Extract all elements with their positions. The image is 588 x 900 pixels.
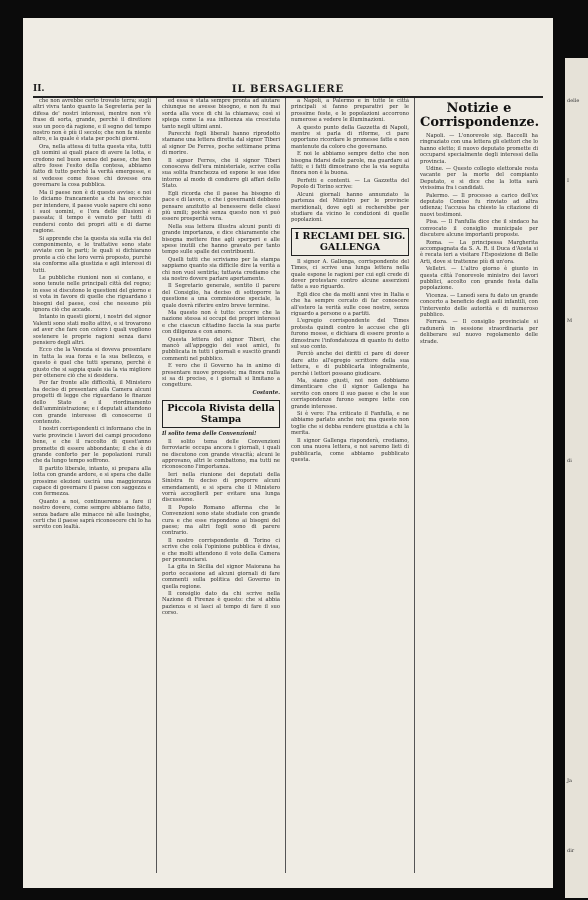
paragraph: a Napoli, a Palermo e in tutte le città principali si fanno preparativi per le prossime feste, e le popolazioni accorrono numerose a vedere le illuminazioni. [291, 98, 409, 124]
strip-word: I [567, 178, 569, 184]
paragraph: Quelli tutti che scriviamo per la stampa sappiamo quanto sia difficile dire la verità a chi non vuol sentirla; tuttavia crediamo che sia nostro dovere parlare apertamente. [162, 256, 280, 282]
paragraph: E noi le abbiamo sempre detto che non bisogna fidarsi delle parole, ma guardare ai fatti; e i fatti dimostrano che la via seguita finora non è la buona. [291, 151, 409, 177]
paragraph: Udine. — Questo collegio elettorale resta vacante per la morte del compianto Deputato, e si dice che la lotta sarà vivissima fra i candidati. [420, 166, 538, 192]
column-2-body [162, 98, 280, 389]
column-divider [285, 98, 286, 873]
paragraph: Il Segretario generale, sentito il parere del Consiglio, ha deciso di sottoporre la questione a una commissione speciale, la quale dovrà riferire entro breve termine. [162, 283, 280, 309]
section-title-rivista: Piccola Rivista della Stampa [162, 400, 280, 428]
paragraph: Egli dice che da molti anni vive in Italia e che ha sempre cercato di far conoscere all'estero la verità sulle cose nostre, senza riguardo a persone o a partiti. [291, 291, 409, 317]
paragraph: Il consiglio dato da chi scrive nella Nazione di Firenze è questo: che si abbia pazienza e si lasci al tempo di fare il suo corso. [162, 591, 280, 617]
paragraph: Ora, nella attesa di tutta questa vita, tutti gli uomini ai quali piace di avere la lotta, e credono nel buon senso del paese, che ben altro fosse l'esito della contesa, abbiamo fatto di tutto perchè la verità emergesse, e si vedesse come fosse chi dovesse ora governare la cosa pubblica. [33, 143, 151, 189]
paragraph: Questa lettera del signor Tiberi, che mancò all'appoggio dei suoi amici, fu pubblicata in tutti i giornali e suscitò grandi commenti nel pubblico. [162, 336, 280, 362]
paragraph: Il solito tema delle Convenzioni ferroviarie occupa ancora i giornali, i quali ne discutono con grande vivacità; alcuni le approvano, altri le combattono, ma tutti ne riconoscono l'importanza. [162, 438, 280, 471]
paragraph: Roma. — La principessa Margherita accompagnata da S. A. R. il Duca d'Aosta si è recata ieri a visitare l'Esposizione di Belle Arti, dove si trattenne più di un'ora. [420, 239, 538, 265]
paragraph: Il Popolo Romano afferma che le Convenzioni sono state studiate con grande cura e che esse rispondono ai bisogni del paese; ma altri fogli sono di parere contrario. [162, 504, 280, 537]
paragraph: Il signor Gallenga risponderà, crediamo, con una nuova lettera, e noi saremo lieti di pubblicarla, come abbiamo pubblicato questa. [291, 437, 409, 463]
paragraph: Le pubbliche riunioni non si contano, e sono tenute nelle principali città del regno; in esse si discutono le questioni del giorno e si vota in favore di quelle che riguardano i bisogni del paese, così che nessuno più ignora ciò che accade. [33, 274, 151, 313]
paragraph: Velletri. — L'altro giorno è giunto in questa città l'onorevole ministro dei lavori pubblici, accolto con grande festa dalla popolazione. [420, 266, 538, 292]
paragraph: Ferrara. — Il consiglio provinciale si radunerà in sessione straordinaria per deliberare sul nuovo regolamento delle strade. [420, 319, 538, 345]
paragraph: Intanto in questi giorni, i nostri del signor Valenti sono stati molto attivi, e si trovarono ad aver che fare con coloro i quali vogliono sostenere le proprie ragioni senza darsi pensiero degli altri. [33, 314, 151, 347]
page-number: II. [33, 84, 45, 94]
newspaper-page [23, 18, 553, 888]
paragraph: A questo punto della Gazzetta di Napoli, mentre si parla di riforme, ci pare opportuno ricordare le promesse fatte e non mantenute da coloro che governano. [291, 124, 409, 150]
paragraph: Ma il paese non è di questo avviso; e noi lo diciamo francamente a chi ha orecchie per intendere, il paese vuole sapere chi sono i suoi uomini, e l'ora delle illusioni è passata; il tempo è venuto per tutti di rendersi conto dei propri atti e di darne ragione. [33, 189, 152, 235]
signature: Costante. [252, 389, 280, 396]
column-4 [420, 98, 538, 346]
paragraph: Vicenza. — Lunedì sera fu dato un grande concerto a beneficio degli asili infantili, con l'intervento delle autorità e di numeroso pubblico. [420, 292, 538, 318]
column-3-gallenga-body [291, 259, 409, 464]
paragraph: I nostri corrispondenti ci informano che in varie provincie i lavori dei campi procedono bene, e che il raccolto di quest'anno promette di essere abbondante; il che è di grande conforto per le popolazioni rurali che da lungo tempo soffrono. [33, 426, 151, 465]
paragraph: Palermo. — Il processo a carico dell'ex deputato Comiso fu rinviato ad altra udienza; l'accusa ha chiesto la citazione di nuovi testimoni. [420, 192, 538, 218]
paragraph: Si apprende che la questa sia sulla via del componimento, e le trattative sono state avviate con le parti; le quali si dichiarano pronte a ciò che loro verrà proposto, purchè sia conforme alla giustizia e agli interessi di tutti. [33, 235, 151, 274]
paragraph: Quanto a noi, continueremo a fare il nostro dovere, come sempre abbiamo fatto, senza badare alle minacce nè alle lusinghe, certi che il paese saprà riconoscere chi lo ha servito con lealtà. [33, 498, 151, 531]
section-title-notizie: Notizie e Corrispondenze. [420, 101, 540, 130]
column-3 [291, 98, 409, 464]
paragraph: Pisa. — Il Fanfulla dice che il sindaco ha convocato il consiglio municipale per discutere alcune importanti proposte. [420, 219, 538, 239]
paragraph: E vero che il Governo ha in animo di presentare nuove proposte; ma finora nulla si sa di preciso, e i giornali si limitano a congetture. [162, 363, 280, 389]
paragraph: Ecco che la Venezia si doveva presentare in tutta la sua forza e la sua bellezza, e questo è quel che tutti sperano, perchè è giusto che si sappia quale sia la via migliore per ottenere ciò che si desidera. [33, 347, 151, 380]
paragraph: che non avrebbe certo trovato terra; sugli altri vivra tanto quanto la Segreteria per la difesa de' nostri interessi, mentre non v'è frase di sorta, grande, perchè il direttore suo un poco dà ragione, e il segno del tempo nostro non è più il secolo; che non fa niente altro, e la quale è stata per pochi giorni. [33, 98, 151, 143]
strip-word: Ja [567, 778, 572, 784]
paragraph: Nella sua lettera illustra alcuni punti di grande importanza, e dice chiaramente che bisogna mettere fine agli sperperi e alle spese inutili che hanno gravato per tanto tempo sulle spalle dei contribuenti. [162, 223, 280, 256]
paragraph: Ieri nella riunione dei deputati della Sinistra fu deciso di proporre alcuni emendamenti, e si spera che il Ministero vorrà accoglierli per evitare una lunga discussione. [162, 471, 280, 504]
paragraph: La gita in Sicilia del signor Maiorana ha porto occasione ad alcuni giornali di fare commenti sulla politica del Governo in quella regione. [162, 564, 280, 590]
paragraph: Parecchi fogli liberali hanno riprodotto stamane una lettera diretta dal signor Tiberi al signor De Ferres, poche settimane prima di morire. [162, 131, 280, 157]
column-4-body [420, 133, 538, 345]
strip-word: delle [567, 98, 580, 104]
section-title-gallenga: I RECLAMI DEL SIG. GALLENGA [291, 228, 409, 256]
column-3-body [291, 98, 409, 224]
paragraph: Ma, siamo giusti, noi non dobbiamo dimenticare che il signor Gallenga ha servito con onore il suo paese e che le sue corrispondenze furono sempre lette con grande interesse. [291, 378, 409, 410]
paragraph: Il nostro corrispondente di Torino ci scrive che colà l'opinione pubblica è divisa, e che molti attendono il voto della Camera per pronunciarsi. [162, 537, 280, 563]
paragraph: Napoli. — L'onorevole sig. Baccelli ha ringraziato con una lettera gli elettori che lo hanno eletto; il nuovo deputato promette di occuparsi specialmente degli interessi della provincia. [420, 133, 538, 165]
paragraph: L'egregio corrispondente del Times protesta quindi contro le accuse che gli furono mosse, e dichiara di essere pronto a dimostrare l'infondatezza di quanto fu detto sul suo conto. [291, 318, 409, 350]
column-1-body [33, 98, 151, 531]
column-divider [414, 98, 415, 873]
paragraph: Perciò anche dei diritti ci pare di dover dare atto all'egregio scrittore della sua lettera, e di pubblicarla integralmente, perchè i lettori possano giudicare. [291, 351, 409, 377]
strip-word: dir [567, 848, 575, 854]
paragraph: Il signor A. Gallenga, corrispondente del Times, ci scrive una lunga lettera nella quale espone le ragioni per cui egli crede di dover protestare contro alcune asserzioni fatte a suo riguardo. [291, 258, 409, 291]
paragraph: Alcuni giornali hanno annunziato la partenza del Ministro per le provincie meridionali, dove egli si recherebbe per studiare da vicino le condizioni di quelle popolazioni. [291, 191, 409, 224]
strip-word: M [567, 318, 573, 324]
paragraph: Egli ricorda che il paese ha bisogno di pace e di lavoro, e che i governanti debbono pensare anzitutto al benessere delle classi più umili; poichè senza questo non vi può essere prosperità vera. [162, 190, 280, 223]
paragraph: Il partito liberale, intanto, si prepara alla lotta con grande ardore, e si spera che dalle prossime elezioni uscirà una maggioranza capace di governare il paese con saggezza e con fermezza. [33, 465, 151, 498]
column-divider [156, 98, 157, 873]
paragraph: Per far fronte alle difficoltà, il Ministero ha deciso di presentare alla Camera alcuni progetti di legge che riguardano le finanze dello Stato e il riordinamento dell'amministrazione; e i deputati attendono con grande interesse di conoscerne il contenuto. [33, 380, 151, 425]
subhead-convenzioni: Il solito tema delle Convenzioni! [162, 431, 257, 438]
column-1 [33, 98, 151, 532]
masthead: IL BERSAGLIERE [231, 84, 345, 95]
strip-word: di [567, 458, 572, 464]
paragraph: Perfetti e contenti. — La Gazzetta del Popolo di Torino scrive: [291, 177, 409, 191]
column-2 [162, 98, 280, 618]
paragraph: ed essa è stata sempre pronta ad aiutare chiunque ne avesse bisogno, e non fu mai sorda alla voce di chi la chiamava; così si spiega come la sua influenza sia cresciuta tanto negli ultimi anni. [162, 98, 280, 130]
adjacent-page-strip [565, 58, 588, 898]
paragraph: Ma questo non è tutto: occorre che la nazione stessa si occupi dei propri interessi e che ciascun cittadino faccia la sua parte con diligenza e con amore. [162, 310, 280, 336]
column-2-rivista-body [162, 439, 280, 617]
paragraph: Il signor Ferres, che il signor Tiberi conosceva dell'era ministeriale, scrive colla sua solita franchezza ed espone le sue idee intorno al modo di condurre gli affari dello Stato. [162, 157, 280, 190]
paragraph: Si è vero: l'ha criticato il Fanfulla, e ne abbiamo parlato anche noi; ma questo non toglie che si debba rendere giustizia a chi la merita. [291, 411, 409, 437]
